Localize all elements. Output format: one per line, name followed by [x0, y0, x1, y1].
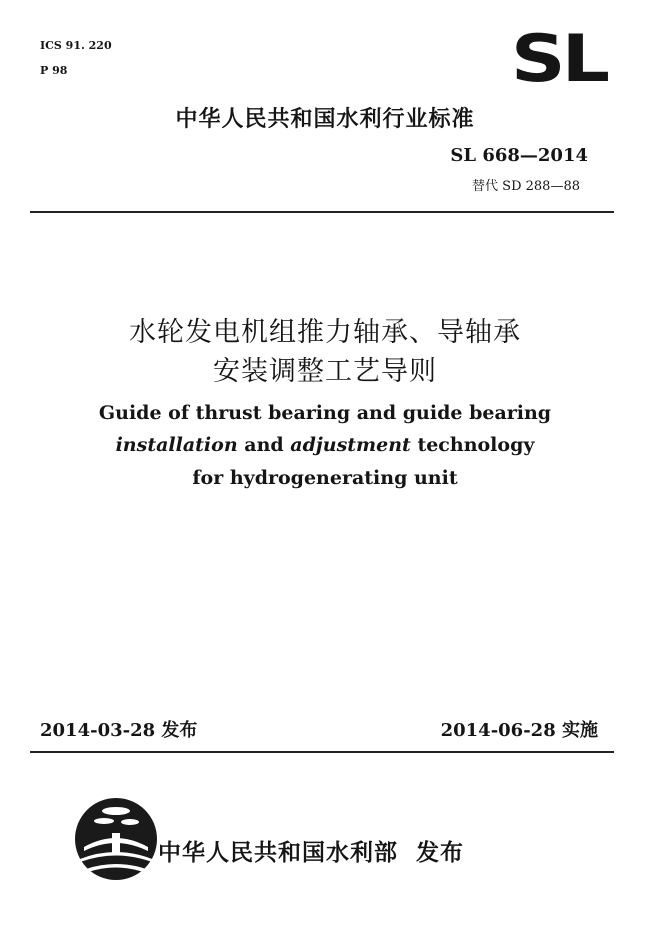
title-english-word-and: and — [237, 434, 291, 456]
sl-logo: SL — [510, 19, 606, 97]
ccs-code: P 98 — [40, 64, 68, 77]
implementation-date: 2014-06-28 实施 — [440, 720, 598, 741]
title-english-word-installation: installation — [115, 434, 238, 456]
title-english-line-1: Guide of thrust bearing and guide bearing — [98, 402, 552, 424]
industry-standard-heading: 中华人民共和国水利行业标准 — [175, 107, 475, 132]
title-english-word-adjustment: adjustment — [290, 434, 411, 456]
bottom-divider — [30, 751, 614, 753]
issue-date: 2014-03-28 发布 — [40, 720, 198, 741]
top-divider — [30, 211, 614, 213]
standard-code: SL 668—2014 — [450, 145, 588, 166]
ministry-name: 中华人民共和国水利部 — [158, 840, 398, 866]
issue-label: 发布 — [416, 840, 465, 866]
ics-code: ICS 91. 220 — [40, 39, 112, 52]
title-chinese-line-2: 安装调整工艺导则 — [213, 356, 437, 387]
title-english-word-technology: technology — [410, 434, 535, 456]
ministry-issuer — [158, 834, 464, 867]
title-english-line-2 — [0, 434, 650, 456]
title-english-line-3: for hydrogenerating unit — [192, 467, 458, 489]
title-chinese-line-1: 水轮发电机组推力轴承、导轴承 — [129, 317, 521, 348]
ministry-emblem-icon — [74, 797, 158, 881]
replaces-standard: 替代 SD 288—88 — [472, 179, 580, 194]
